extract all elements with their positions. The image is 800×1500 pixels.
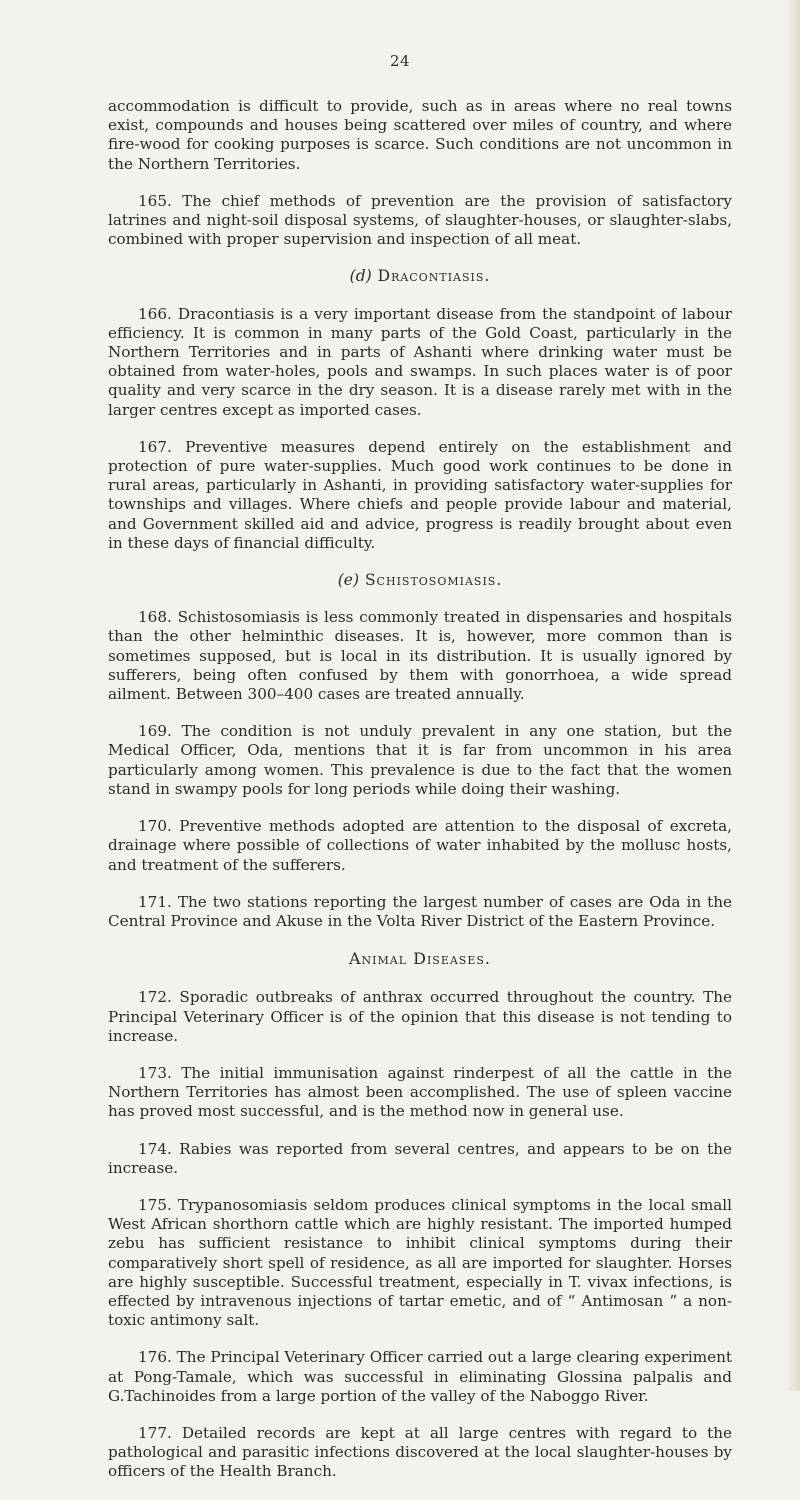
section-heading-schistosomiasis bbox=[108, 571, 732, 590]
paragraph-170: 170. Preventive methods adopted are attention to the disposal of excreta, drainage where possible of collections of water inhabited by the mollusc hosts, and treatment of the sufferers. bbox=[108, 817, 732, 874]
section-heading-dracontiasis bbox=[108, 267, 732, 286]
paragraph-177: 177. Detailed records are kept at all large centres with regard to the pathological and parasitic infections discovered at the local slaughter-houses by officers of the Health Branch. bbox=[108, 1423, 732, 1481]
section-title: Dracontiasis. bbox=[377, 267, 491, 286]
section-heading-animal-diseases: Animal Diseases. bbox=[349, 949, 491, 969]
paragraph-173: 173. The initial immunisation against rinderpest of all the cattle in the Northern Territories has almost been accomplished. The use of spleen vaccine has proved most successful, and is the method now in general use. bbox=[108, 1063, 732, 1121]
paragraph-165: 165. The chief methods of prevention are the provision of satisfactory latrines and night-soil disposal systems, of slaughter-houses, or slaughter-slabs, combined with proper supervision and inspection of all meat. bbox=[108, 191, 732, 249]
section-letter: (e) bbox=[337, 571, 359, 590]
paragraph-166: 166. Dracontiasis is a very important disease from the standpoint of labour efficiency. It is common in many parts of the Gold Coast, particularly in the Northern Territories and in parts of Ashanti where drinking water must be obtained from water-holes, pools and swamps. In such places water is of poor quality and very scarce in the dry season. It is a disease rarely met with in the larger centres except as imported cases. bbox=[108, 304, 732, 419]
paragraph-172: 172. Sporadic outbreaks of anthrax occurred throughout the country. The Principal Veterinary Officer is of the opinion that this disease is not tending to increase. bbox=[108, 988, 732, 1045]
paragraph-167: 167. Preventive measures depend entirely on the establishment and protection of pure water-supplies. Much good work continues to be done in rural areas, particularly in Ashanti, in providing satisfactory water-supplies for townships and villages. Where chiefs and people provide labour and material, and Government skilled aid and advice, progress is readily brought about even in these days of financial difficulty. bbox=[108, 437, 732, 552]
paragraph-174: 174. Rabies was reported from several centres, and appears to be on the increase. bbox=[108, 1139, 732, 1177]
page-number: 24 bbox=[389, 52, 411, 70]
section-title: Schistosomiasis. bbox=[364, 571, 503, 590]
page-edge-shadow bbox=[786, 0, 800, 1391]
section-letter: (d) bbox=[349, 267, 372, 286]
paragraph-171: 171. The two stations reporting the largest number of cases are Oda in the Central Province and Akuse in the Volta River District of the Eastern Province. bbox=[108, 892, 732, 930]
paragraph-176: 176. The Principal Veterinary Officer carried out a large clearing experiment at Pong-Tamale, which was successful in eliminating Glossina palpalis and G.Tachinoides from a large portion of the valley of the Naboggo River. bbox=[108, 1348, 732, 1405]
paragraph-continued: accommodation is difficult to provide, such as in areas where no real towns exist, compounds and houses being scattered over miles of country, and where fire-wood for cooking purposes is scarce. Such conditions are not uncommon in the Northern Territories. bbox=[108, 97, 732, 173]
paragraph-169: 169. The condition is not unduly prevalent in any one station, but the Medical Officer, Oda, mentions that it is far from uncommon in his area particularly among women. This prevalence is due to the fact that the women stand in swampy pools for long periods while doing their washing. bbox=[108, 722, 732, 798]
page-body bbox=[108, 97, 732, 1500]
paragraph-175: 175. Trypanosomiasis seldom produces clinical symptoms in the local small West African shorthorn cattle which are highly resistant. The imported humped zebu has sufficient resistance to inhibit clinical symptoms during their comparatively short spell of residence, as all are imported for slaughter. Horses are highly susceptible. Successful treatment, especially in T. vivax infections, is effected by intravenous injections of tartar emetic, and of “ Antimosan ” a non-toxic antimony salt. bbox=[108, 1195, 732, 1330]
paragraph-168: 168. Schistosomiasis is less commonly treated in dispensaries and hospitals than the other helminthic diseases. It is, however, more common than is sometimes supposed, but is local in its distribution. It is usually ignored by sufferers, being often confused by them with gonorrhoea, a wide spread ailment. Between 300–400 cases are treated annually. bbox=[108, 608, 732, 704]
